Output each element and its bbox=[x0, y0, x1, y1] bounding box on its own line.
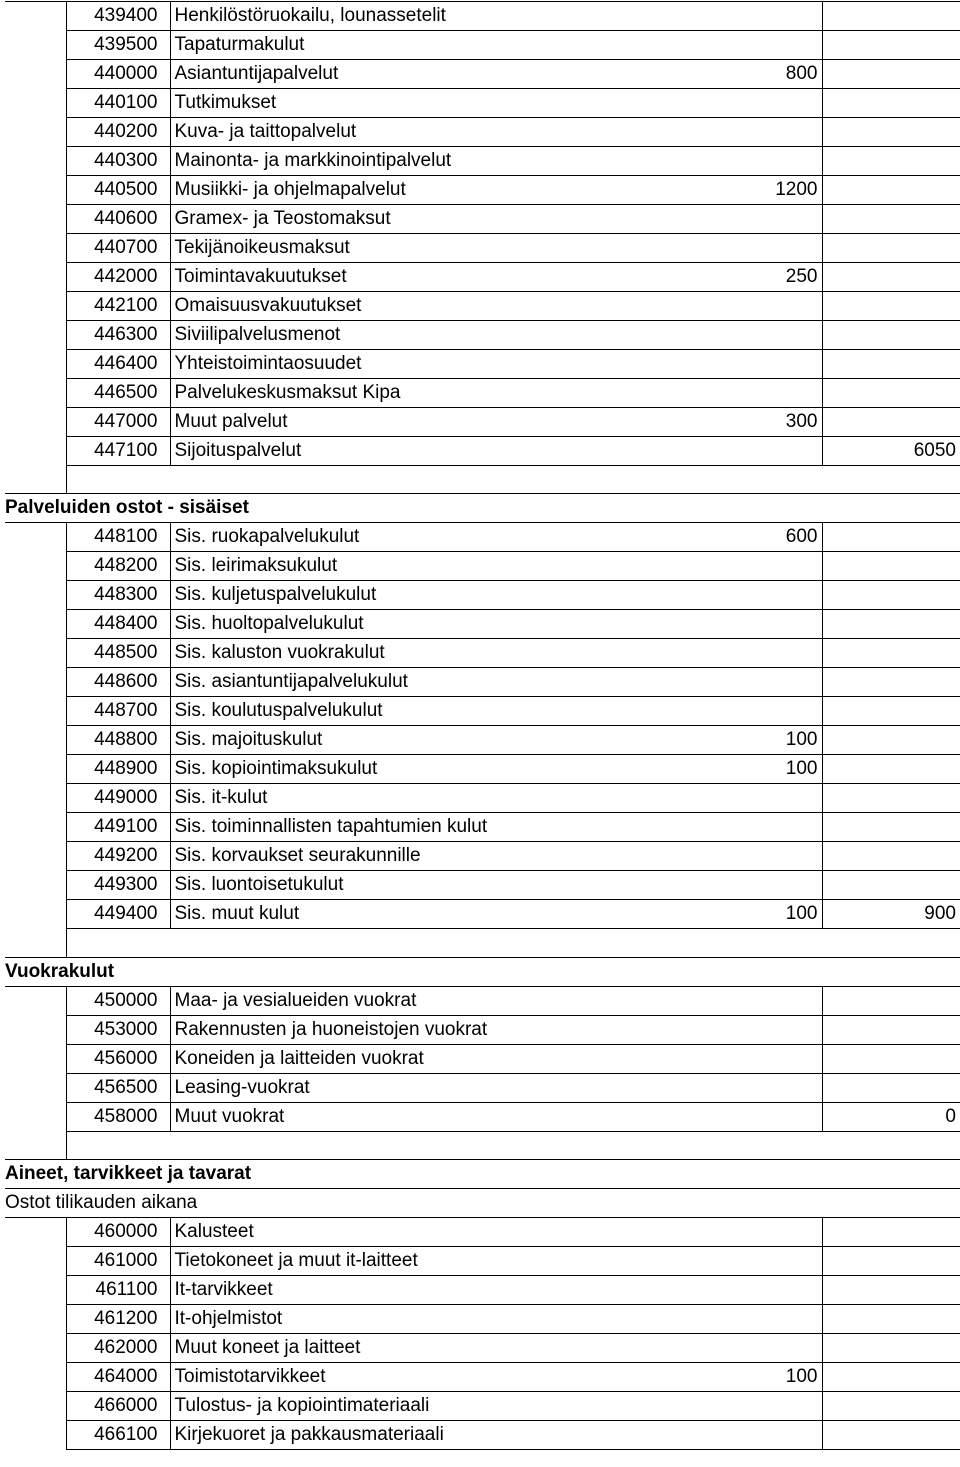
account-name: Sis. kopiointimaksukulut bbox=[170, 755, 648, 784]
section-header-row bbox=[5, 494, 960, 523]
section-header-row bbox=[5, 1159, 960, 1188]
indent-cell bbox=[5, 900, 66, 929]
account-amount bbox=[648, 379, 822, 408]
indent-cell bbox=[5, 89, 66, 118]
indent-cell bbox=[5, 639, 66, 668]
indent-cell bbox=[5, 263, 66, 292]
account-name: Yhteistoimintaosuudet bbox=[170, 350, 648, 379]
account-amount: 300 bbox=[648, 408, 822, 437]
section-total: 6050 bbox=[822, 437, 960, 466]
account-code: 448100 bbox=[66, 523, 170, 552]
account-row bbox=[5, 1073, 960, 1102]
account-code: 448600 bbox=[66, 668, 170, 697]
account-name: Siviilipalvelusmenot bbox=[170, 321, 648, 350]
account-code: 456000 bbox=[66, 1044, 170, 1073]
account-row bbox=[5, 523, 960, 552]
account-name: Sis. toiminnallisten tapahtumien kulut bbox=[170, 813, 648, 842]
indent-cell bbox=[5, 60, 66, 89]
blank-cell bbox=[5, 466, 66, 494]
blank-cell bbox=[66, 1131, 960, 1159]
account-amount bbox=[648, 1015, 822, 1044]
section-total bbox=[822, 205, 960, 234]
section-total bbox=[822, 2, 960, 31]
account-amount bbox=[648, 234, 822, 263]
section-total bbox=[822, 1217, 960, 1246]
account-row bbox=[5, 1333, 960, 1362]
account-code: 466100 bbox=[66, 1420, 170, 1449]
account-amount bbox=[648, 986, 822, 1015]
account-amount bbox=[648, 552, 822, 581]
account-row bbox=[5, 1362, 960, 1391]
account-amount bbox=[648, 1044, 822, 1073]
account-name: Sis. korvaukset seurakunnille bbox=[170, 842, 648, 871]
account-row bbox=[5, 1044, 960, 1073]
account-amount bbox=[648, 1073, 822, 1102]
indent-cell bbox=[5, 1333, 66, 1362]
account-row bbox=[5, 784, 960, 813]
account-name: Mainonta- ja markkinointipalvelut bbox=[170, 147, 648, 176]
account-amount bbox=[648, 581, 822, 610]
account-amount: 600 bbox=[648, 523, 822, 552]
account-code: 448800 bbox=[66, 726, 170, 755]
section-total bbox=[822, 118, 960, 147]
account-row bbox=[5, 31, 960, 60]
section-subheader: Ostot tilikauden aikana bbox=[5, 1188, 960, 1217]
indent-cell bbox=[5, 871, 66, 900]
account-row bbox=[5, 234, 960, 263]
indent-cell bbox=[5, 726, 66, 755]
indent-cell bbox=[5, 581, 66, 610]
account-row bbox=[5, 697, 960, 726]
section-total bbox=[822, 668, 960, 697]
account-name: Henkilöstöruokailu, lounassetelit bbox=[170, 2, 648, 31]
section-total bbox=[822, 552, 960, 581]
account-code: 462000 bbox=[66, 1333, 170, 1362]
account-name: Omaisuusvakuutukset bbox=[170, 292, 648, 321]
indent-cell bbox=[5, 1362, 66, 1391]
indent-cell bbox=[5, 784, 66, 813]
account-code: 449100 bbox=[66, 813, 170, 842]
section-total bbox=[822, 523, 960, 552]
section-total bbox=[822, 1015, 960, 1044]
account-amount bbox=[648, 437, 822, 466]
account-amount bbox=[648, 118, 822, 147]
account-code: 448900 bbox=[66, 755, 170, 784]
account-code: 440200 bbox=[66, 118, 170, 147]
account-name: Sis. leirimaksukulut bbox=[170, 552, 648, 581]
account-name: Sis. majoituskulut bbox=[170, 726, 648, 755]
section-total bbox=[822, 1304, 960, 1333]
section-total bbox=[822, 1044, 960, 1073]
account-amount bbox=[648, 1304, 822, 1333]
account-row bbox=[5, 118, 960, 147]
indent-cell bbox=[5, 668, 66, 697]
account-code: 448500 bbox=[66, 639, 170, 668]
blank-cell bbox=[66, 466, 960, 494]
section-total bbox=[822, 31, 960, 60]
budget-table-body bbox=[5, 2, 960, 1450]
account-name: Muut palvelut bbox=[170, 408, 648, 437]
account-amount bbox=[648, 31, 822, 60]
section-total: 0 bbox=[822, 1102, 960, 1131]
indent-cell bbox=[5, 1044, 66, 1073]
account-code: 448200 bbox=[66, 552, 170, 581]
account-code: 442000 bbox=[66, 263, 170, 292]
section-total bbox=[822, 321, 960, 350]
account-amount bbox=[648, 147, 822, 176]
section-subheader-row bbox=[5, 1188, 960, 1217]
account-row bbox=[5, 263, 960, 292]
account-row bbox=[5, 813, 960, 842]
account-name: Sis. huoltopalvelukulut bbox=[170, 610, 648, 639]
account-name: Gramex- ja Teostomaksut bbox=[170, 205, 648, 234]
blank-cell bbox=[66, 929, 960, 957]
account-row bbox=[5, 552, 960, 581]
section-total bbox=[822, 292, 960, 321]
account-amount bbox=[648, 89, 822, 118]
section-header: Aineet, tarvikkeet ja tavarat bbox=[5, 1159, 960, 1188]
account-amount: 100 bbox=[648, 1362, 822, 1391]
account-name: Palvelukeskusmaksut Kipa bbox=[170, 379, 648, 408]
account-name: Koneiden ja laitteiden vuokrat bbox=[170, 1044, 648, 1073]
account-code: 449200 bbox=[66, 842, 170, 871]
account-code: 458000 bbox=[66, 1102, 170, 1131]
account-name: Kuva- ja taittopalvelut bbox=[170, 118, 648, 147]
account-name: Muut vuokrat bbox=[170, 1102, 648, 1131]
account-row bbox=[5, 668, 960, 697]
budget-table bbox=[5, 1, 960, 1450]
section-total bbox=[822, 726, 960, 755]
section-total bbox=[822, 581, 960, 610]
indent-cell bbox=[5, 523, 66, 552]
account-row bbox=[5, 350, 960, 379]
account-row bbox=[5, 610, 960, 639]
account-code: 464000 bbox=[66, 1362, 170, 1391]
account-amount bbox=[648, 871, 822, 900]
indent-cell bbox=[5, 755, 66, 784]
indent-cell bbox=[5, 610, 66, 639]
section-total bbox=[822, 842, 960, 871]
indent-cell bbox=[5, 1391, 66, 1420]
account-name: Muut koneet ja laitteet bbox=[170, 1333, 648, 1362]
account-code: 449000 bbox=[66, 784, 170, 813]
indent-cell bbox=[5, 986, 66, 1015]
indent-cell bbox=[5, 205, 66, 234]
account-code: 448400 bbox=[66, 610, 170, 639]
indent-cell bbox=[5, 118, 66, 147]
account-row bbox=[5, 89, 960, 118]
section-total bbox=[822, 1275, 960, 1304]
account-row bbox=[5, 726, 960, 755]
indent-cell bbox=[5, 292, 66, 321]
account-name: Tutkimukset bbox=[170, 89, 648, 118]
account-amount bbox=[648, 1275, 822, 1304]
account-name: Sis. ruokapalvelukulut bbox=[170, 523, 648, 552]
section-header-row bbox=[5, 957, 960, 986]
account-name: Kirjekuoret ja pakkausmateriaali bbox=[170, 1420, 648, 1449]
account-code: 449400 bbox=[66, 900, 170, 929]
account-amount bbox=[648, 668, 822, 697]
section-total bbox=[822, 986, 960, 1015]
account-code: 442100 bbox=[66, 292, 170, 321]
indent-cell bbox=[5, 552, 66, 581]
section-total bbox=[822, 60, 960, 89]
section-total bbox=[822, 697, 960, 726]
indent-cell bbox=[5, 1102, 66, 1131]
account-name: Kalusteet bbox=[170, 1217, 648, 1246]
section-total bbox=[822, 610, 960, 639]
account-amount bbox=[648, 697, 822, 726]
indent-cell bbox=[5, 1420, 66, 1449]
indent-cell bbox=[5, 1275, 66, 1304]
account-row bbox=[5, 842, 960, 871]
account-row bbox=[5, 581, 960, 610]
account-amount bbox=[648, 1246, 822, 1275]
indent-cell bbox=[5, 408, 66, 437]
indent-cell bbox=[5, 1015, 66, 1044]
account-row bbox=[5, 205, 960, 234]
account-row bbox=[5, 60, 960, 89]
account-name: Sis. kuljetuspalvelukulut bbox=[170, 581, 648, 610]
section-total bbox=[822, 755, 960, 784]
account-code: 440300 bbox=[66, 147, 170, 176]
section-total bbox=[822, 1246, 960, 1275]
account-row bbox=[5, 1217, 960, 1246]
account-code: 449300 bbox=[66, 871, 170, 900]
account-row bbox=[5, 986, 960, 1015]
section-total: 900 bbox=[822, 900, 960, 929]
account-amount bbox=[648, 1102, 822, 1131]
section-total bbox=[822, 147, 960, 176]
blank-row bbox=[5, 929, 960, 957]
account-code: 446500 bbox=[66, 379, 170, 408]
account-code: 447100 bbox=[66, 437, 170, 466]
account-code: 466000 bbox=[66, 1391, 170, 1420]
section-total bbox=[822, 1073, 960, 1102]
account-code: 461200 bbox=[66, 1304, 170, 1333]
indent-cell bbox=[5, 147, 66, 176]
account-code: 450000 bbox=[66, 986, 170, 1015]
account-code: 448300 bbox=[66, 581, 170, 610]
account-row bbox=[5, 1391, 960, 1420]
account-name: Toimistotarvikkeet bbox=[170, 1362, 648, 1391]
account-code: 446300 bbox=[66, 321, 170, 350]
account-name: Tapaturmakulut bbox=[170, 31, 648, 60]
section-total bbox=[822, 1333, 960, 1362]
account-amount bbox=[648, 205, 822, 234]
account-row bbox=[5, 1102, 960, 1131]
indent-cell bbox=[5, 1246, 66, 1275]
indent-cell bbox=[5, 842, 66, 871]
account-name: Musiikki- ja ohjelmapalvelut bbox=[170, 176, 648, 205]
account-name: Sis. luontoisetukulut bbox=[170, 871, 648, 900]
account-code: 440100 bbox=[66, 89, 170, 118]
account-amount bbox=[648, 1333, 822, 1362]
account-amount bbox=[648, 1217, 822, 1246]
indent-cell bbox=[5, 697, 66, 726]
account-amount bbox=[648, 610, 822, 639]
account-name: Sijoituspalvelut bbox=[170, 437, 648, 466]
indent-cell bbox=[5, 31, 66, 60]
account-row bbox=[5, 1246, 960, 1275]
account-row bbox=[5, 871, 960, 900]
section-total bbox=[822, 639, 960, 668]
account-code: 456500 bbox=[66, 1073, 170, 1102]
section-total bbox=[822, 234, 960, 263]
account-name: Leasing-vuokrat bbox=[170, 1073, 648, 1102]
account-name: Sis. koulutuspalvelukulut bbox=[170, 697, 648, 726]
section-total bbox=[822, 784, 960, 813]
account-row bbox=[5, 147, 960, 176]
account-amount bbox=[648, 321, 822, 350]
blank-cell bbox=[5, 1131, 66, 1159]
account-amount bbox=[648, 842, 822, 871]
section-total bbox=[822, 379, 960, 408]
account-amount bbox=[648, 1391, 822, 1420]
indent-cell bbox=[5, 2, 66, 31]
account-code: 440500 bbox=[66, 176, 170, 205]
section-total bbox=[822, 263, 960, 292]
account-row bbox=[5, 437, 960, 466]
section-total bbox=[822, 408, 960, 437]
indent-cell bbox=[5, 1304, 66, 1333]
account-name: Tulostus- ja kopiointimateriaali bbox=[170, 1391, 648, 1420]
indent-cell bbox=[5, 350, 66, 379]
account-code: 461000 bbox=[66, 1246, 170, 1275]
account-amount: 800 bbox=[648, 60, 822, 89]
account-row bbox=[5, 408, 960, 437]
account-amount bbox=[648, 639, 822, 668]
account-row bbox=[5, 755, 960, 784]
blank-cell bbox=[5, 929, 66, 957]
account-row bbox=[5, 1015, 960, 1044]
account-name: Rakennusten ja huoneistojen vuokrat bbox=[170, 1015, 648, 1044]
account-code: 453000 bbox=[66, 1015, 170, 1044]
account-code: 460000 bbox=[66, 1217, 170, 1246]
indent-cell bbox=[5, 813, 66, 842]
account-amount bbox=[648, 1420, 822, 1449]
account-name: It-tarvikkeet bbox=[170, 1275, 648, 1304]
section-total bbox=[822, 1420, 960, 1449]
indent-cell bbox=[5, 1217, 66, 1246]
section-total bbox=[822, 1391, 960, 1420]
section-total bbox=[822, 813, 960, 842]
account-amount bbox=[648, 2, 822, 31]
account-code: 440000 bbox=[66, 60, 170, 89]
indent-cell bbox=[5, 1073, 66, 1102]
account-row bbox=[5, 379, 960, 408]
account-name: Tekijänoikeusmaksut bbox=[170, 234, 648, 263]
account-name: Sis. kaluston vuokrakulut bbox=[170, 639, 648, 668]
account-row bbox=[5, 292, 960, 321]
account-row bbox=[5, 1304, 960, 1333]
account-amount: 100 bbox=[648, 755, 822, 784]
account-code: 461100 bbox=[66, 1275, 170, 1304]
indent-cell bbox=[5, 437, 66, 466]
account-code: 446400 bbox=[66, 350, 170, 379]
blank-row bbox=[5, 466, 960, 494]
account-code: 439400 bbox=[66, 2, 170, 31]
account-amount: 100 bbox=[648, 726, 822, 755]
account-name: Sis. muut kulut bbox=[170, 900, 648, 929]
indent-cell bbox=[5, 379, 66, 408]
account-name: It-ohjelmistot bbox=[170, 1304, 648, 1333]
account-code: 439500 bbox=[66, 31, 170, 60]
account-name: Sis. it-kulut bbox=[170, 784, 648, 813]
account-row bbox=[5, 176, 960, 205]
account-amount bbox=[648, 292, 822, 321]
blank-row bbox=[5, 1131, 960, 1159]
account-amount bbox=[648, 350, 822, 379]
account-name: Tietokoneet ja muut it-laitteet bbox=[170, 1246, 648, 1275]
account-name: Toimintavakuutukset bbox=[170, 263, 648, 292]
account-code: 440600 bbox=[66, 205, 170, 234]
account-amount bbox=[648, 784, 822, 813]
account-amount: 100 bbox=[648, 900, 822, 929]
account-row bbox=[5, 1275, 960, 1304]
account-code: 447000 bbox=[66, 408, 170, 437]
section-header: Vuokrakulut bbox=[5, 957, 960, 986]
section-total bbox=[822, 1362, 960, 1391]
account-row bbox=[5, 321, 960, 350]
indent-cell bbox=[5, 234, 66, 263]
indent-cell bbox=[5, 176, 66, 205]
account-code: 440700 bbox=[66, 234, 170, 263]
indent-cell bbox=[5, 321, 66, 350]
account-code: 448700 bbox=[66, 697, 170, 726]
account-row bbox=[5, 2, 960, 31]
account-row bbox=[5, 639, 960, 668]
account-amount bbox=[648, 813, 822, 842]
section-total bbox=[822, 89, 960, 118]
section-total bbox=[822, 350, 960, 379]
account-name: Asiantuntijapalvelut bbox=[170, 60, 648, 89]
account-name: Sis. asiantuntijapalvelukulut bbox=[170, 668, 648, 697]
account-name: Maa- ja vesialueiden vuokrat bbox=[170, 986, 648, 1015]
section-total bbox=[822, 176, 960, 205]
section-total bbox=[822, 871, 960, 900]
section-header: Palveluiden ostot - sisäiset bbox=[5, 494, 960, 523]
account-amount: 250 bbox=[648, 263, 822, 292]
account-row bbox=[5, 900, 960, 929]
account-row bbox=[5, 1420, 960, 1449]
account-amount: 1200 bbox=[648, 176, 822, 205]
